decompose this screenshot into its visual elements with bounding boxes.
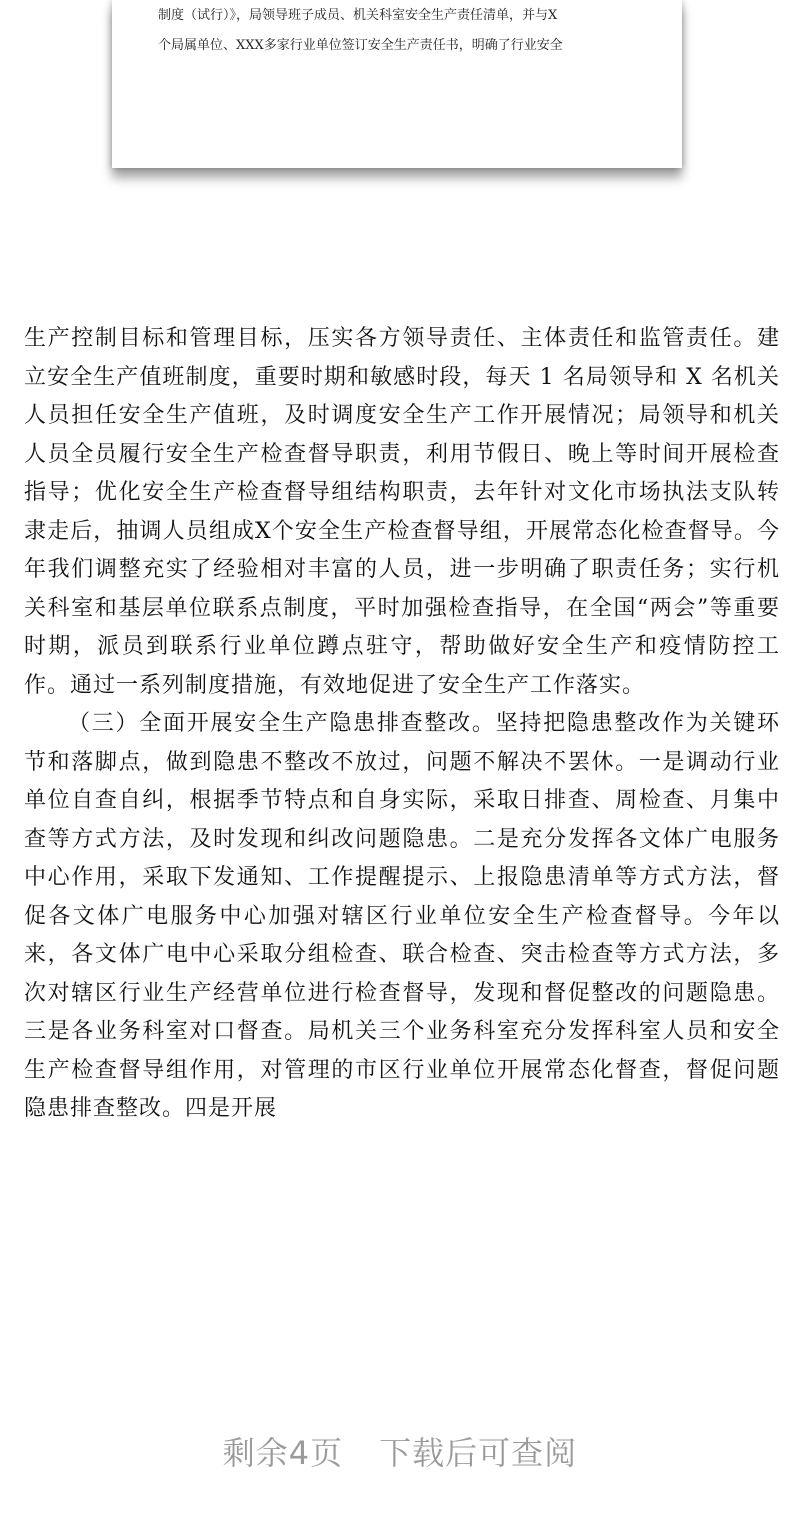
download-prompt[interactable] bbox=[0, 1428, 800, 1474]
previous-page-line: 制度（试行）》，局领导班子成员、机关科室安全生产责任清单，并与X bbox=[158, 8, 558, 23]
paragraph: 生产控制目标和管理目标，压实各方领导责任、主体责任和监管责任。建立安全生产值班制度，重要时期和敏感时段，每天 1 名局领导和 X 名机关人员担任安全生产值班，及时调度安全生产工作开展情况；局领导和机关人员全员履行安全生产检查督导职责，利用节假日、晚上等时间开展检查指导；优化安全生产检查督导组结构职责，去年针对文化市场执法支队转隶走后，抽调人员组成X个安全生产检查督导组，开展常态化检查督导。今年我们调整充实了经验相对丰富的人员，进一步明确了职责任务；实行机关科室和基层单位联系点制度，平时加强检查指导，在全国“两会”等重要时期，派员到联系行业单位蹲点驻守，帮助做好安全生产和疫情防控工作。通过一系列制度措施，有效地促进了安全生产工作落实。 bbox=[24, 326, 780, 698]
document-body bbox=[24, 320, 780, 1129]
download-hint-label: 下载后可查阅 bbox=[379, 1434, 578, 1472]
paragraph: （三）全面开展安全生产隐患排查整改。坚持把隐患整改作为关键环节和落脚点，做到隐患不整改不放过，问题不解决不罢休。一是调动行业单位自查自纠，根据季节特点和自身实际，采取日排查、周检查、月集中查等方式方法，及时发现和纠改问题隐患。二是充分发挥各文体广电服务中心作用，采取下发通知、工作提醒提示、上报隐患清单等方式方法，督促各文体广电服务中心加强对辖区行业单位安全生产检查督导。今年以来，各文体广电中心采取分组检查、联合检查、突击检查等方式方法，多次对辖区行业生产经营单位进行检查督导，发现和督促整改的问题隐患。三是各业务科室对口督查。局机关三个业务科室充分发挥科室人员和安全生产检查督导组作用，对管理的市区行业单位开展常态化督查，督促问题隐患排查整改。四是开展 bbox=[24, 711, 780, 1121]
previous-page-card bbox=[112, 0, 682, 168]
remaining-pages-label: 剩余4页 bbox=[222, 1434, 344, 1472]
previous-page-line: 个局属单位、XXX多家行业单位签订安全生产责任书，明确了行业安全 bbox=[158, 38, 563, 53]
